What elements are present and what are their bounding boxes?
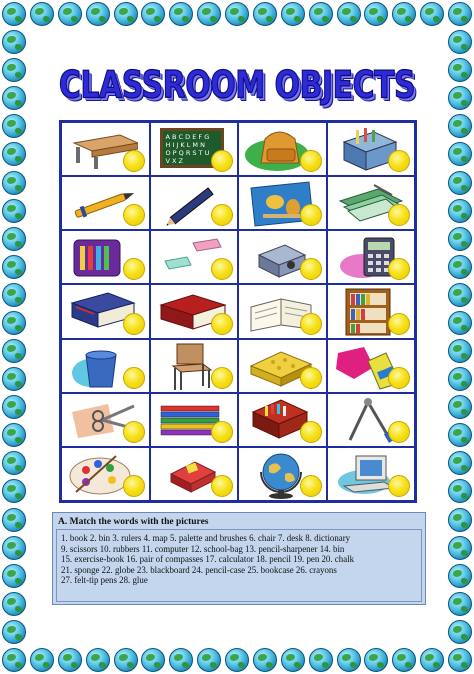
exercise-panel	[52, 512, 426, 605]
globe-border-icon	[2, 339, 26, 363]
picture-cell-exercise-book-2	[238, 284, 327, 338]
blackboard-line: O P Q R S T U	[165, 149, 210, 157]
globe-border-icon	[253, 2, 277, 26]
globe-border-icon	[448, 2, 472, 26]
answer-circle	[211, 150, 233, 172]
globe-border-icon	[2, 479, 26, 503]
answer-circle	[388, 421, 410, 443]
answer-circle	[300, 204, 322, 226]
globe-border-icon	[2, 171, 26, 195]
picture-cell-chalk	[238, 393, 327, 447]
globe-border-icon	[392, 648, 416, 672]
globe-border-icon	[2, 564, 26, 588]
answer-circle	[211, 258, 233, 280]
globe-border-icon	[2, 648, 26, 672]
answer-circle	[300, 258, 322, 280]
globe-border-icon	[448, 255, 472, 279]
answer-circle	[300, 313, 322, 335]
globe-border-icon	[2, 255, 26, 279]
blackboard-line: A B C D E F G	[165, 133, 210, 141]
answer-circle	[123, 258, 145, 280]
globe-border-icon	[448, 592, 472, 616]
picture-cell-bin	[61, 339, 150, 393]
globe-border-icon	[448, 508, 472, 532]
answer-circle	[300, 421, 322, 443]
picture-cell-sponge	[238, 339, 327, 393]
globe-border-icon	[448, 283, 472, 307]
globe-border-icon	[169, 2, 193, 26]
globe-border-icon	[364, 648, 388, 672]
globe-border-icon	[2, 114, 26, 138]
globe-border-icon	[141, 2, 165, 26]
answer-circle	[211, 313, 233, 335]
globe-border-icon	[281, 2, 305, 26]
globe-border-icon	[420, 2, 444, 26]
globe-border-icon	[225, 648, 249, 672]
picture-cell-calculator	[327, 230, 416, 284]
globe-border-icon	[448, 367, 472, 391]
picture-cell-chair	[150, 339, 239, 393]
picture-cell-map	[238, 176, 327, 230]
globe-border-icon	[448, 30, 472, 54]
answer-circle	[123, 475, 145, 497]
word-list-line: 9. scissors 10. rubbers 11. computer 12. school-bag 13. pencil-sharpener 14. bin	[61, 543, 345, 554]
picture-cell-glue	[327, 339, 416, 393]
globe-border-icon	[337, 2, 361, 26]
picture-cell-crayons	[150, 393, 239, 447]
globe-border-icon	[309, 648, 333, 672]
picture-cell-pencil	[150, 176, 239, 230]
picture-cell-blackboard	[150, 122, 239, 176]
globe-border-icon	[420, 648, 444, 672]
picture-cell-exercise-book	[327, 176, 416, 230]
globe-border-icon	[2, 30, 26, 54]
globe-border-icon	[392, 2, 416, 26]
globe-border-icon	[2, 311, 26, 335]
answer-circle	[211, 475, 233, 497]
picture-cell-palette	[61, 447, 150, 501]
globe-border-icon	[337, 648, 361, 672]
answer-circle	[300, 150, 322, 172]
picture-cell-computer	[327, 447, 416, 501]
globe-border-icon	[2, 283, 26, 307]
globe-border-icon	[448, 451, 472, 475]
blackboard-line: H I J K L M N	[165, 141, 205, 149]
picture-cell-compasses	[327, 393, 416, 447]
globe-border-icon	[2, 451, 26, 475]
globe-border-icon	[225, 2, 249, 26]
picture-cell-desk	[61, 122, 150, 176]
globe-border-icon	[364, 2, 388, 26]
globe-border-icon	[2, 536, 26, 560]
globe-border-icon	[448, 171, 472, 195]
answer-circle	[388, 204, 410, 226]
globe-border-icon	[30, 648, 54, 672]
globe-border-icon	[2, 367, 26, 391]
globe-border-icon	[114, 2, 138, 26]
page-title: CLASSROOM OBJECTS	[58, 63, 416, 108]
picture-cell-felt-tip-pens	[150, 447, 239, 501]
globe-border-icon	[141, 648, 165, 672]
globe-border-icon	[2, 423, 26, 447]
globe-border-icon	[309, 2, 333, 26]
globe-border-icon	[448, 339, 472, 363]
picture-cell-scissors	[61, 393, 150, 447]
globe-border-icon	[30, 2, 54, 26]
globe-border-icon	[448, 564, 472, 588]
answer-circle	[300, 367, 322, 389]
picture-cell-pencil-case	[61, 230, 150, 284]
globe-border-icon	[2, 227, 26, 251]
answer-circle	[123, 313, 145, 335]
word-list-line: 1. book 2. bin 3. rulers 4. map 5. palette and brushes 6. chair 7. desk 8. dictionary	[61, 533, 351, 543]
exercise-heading: A. Match the words with the pictures	[58, 517, 209, 527]
blackboard-line: V X Z	[165, 157, 183, 165]
globe-border-icon	[58, 2, 82, 26]
word-list-line: 27. felt-tip pens 28. glue	[61, 575, 148, 585]
answer-circle	[300, 475, 322, 497]
globe-border-icon	[448, 479, 472, 503]
globe-border-icon	[448, 423, 472, 447]
globe-border-icon	[253, 648, 277, 672]
globe-border-icon	[169, 648, 193, 672]
globe-border-icon	[2, 142, 26, 166]
globe-border-icon	[58, 648, 82, 672]
answer-circle	[211, 204, 233, 226]
picture-cell-pencil-sharpener	[327, 122, 416, 176]
word-list-line: 15. exercise-book 16. pair of compasses 17. calculator 18. pencil 19. pen 20. chalk	[61, 554, 355, 564]
globe-border-icon	[448, 227, 472, 251]
globe-border-icon	[2, 2, 26, 26]
globe-border-icon	[86, 2, 110, 26]
globe-border-icon	[2, 395, 26, 419]
globe-border-icon	[197, 2, 221, 26]
globe-border-icon	[448, 142, 472, 166]
picture-cell-pencil-sharpener-2	[238, 230, 327, 284]
globe-border-icon	[448, 648, 472, 672]
answer-circle	[388, 475, 410, 497]
globe-border-icon	[448, 114, 472, 138]
answer-circle	[388, 313, 410, 335]
picture-cell-bookcase	[327, 284, 416, 338]
picture-cell-globe	[238, 447, 327, 501]
globe-border-icon	[197, 648, 221, 672]
answer-circle	[388, 367, 410, 389]
globe-border-icon	[448, 395, 472, 419]
answer-circle	[123, 204, 145, 226]
picture-cell-school-bag	[238, 122, 327, 176]
globe-border-icon	[448, 536, 472, 560]
globe-border-icon	[448, 311, 472, 335]
answer-circle	[123, 367, 145, 389]
picture-cell-book	[61, 284, 150, 338]
picture-cell-rubbers	[150, 230, 239, 284]
word-list	[56, 529, 422, 602]
picture-grid	[59, 120, 417, 503]
answer-circle	[388, 150, 410, 172]
answer-circle	[123, 150, 145, 172]
globe-border-icon	[281, 648, 305, 672]
globe-border-icon	[2, 592, 26, 616]
globe-border-icon	[114, 648, 138, 672]
globe-border-icon	[448, 199, 472, 223]
answer-circle	[388, 258, 410, 280]
globe-border-icon	[2, 199, 26, 223]
globe-border-icon	[86, 648, 110, 672]
answer-circle	[211, 367, 233, 389]
globe-border-icon	[2, 508, 26, 532]
picture-cell-pen	[61, 176, 150, 230]
globe-border-icon	[2, 620, 26, 644]
globe-border-icon	[448, 620, 472, 644]
answer-circle	[123, 421, 145, 443]
answer-circle	[211, 421, 233, 443]
picture-cell-dictionary	[150, 284, 239, 338]
word-list-line: 21. sponge 22. globe 23. blackboard 24. pencil-case 25. bookcase 26. crayons	[61, 564, 337, 575]
